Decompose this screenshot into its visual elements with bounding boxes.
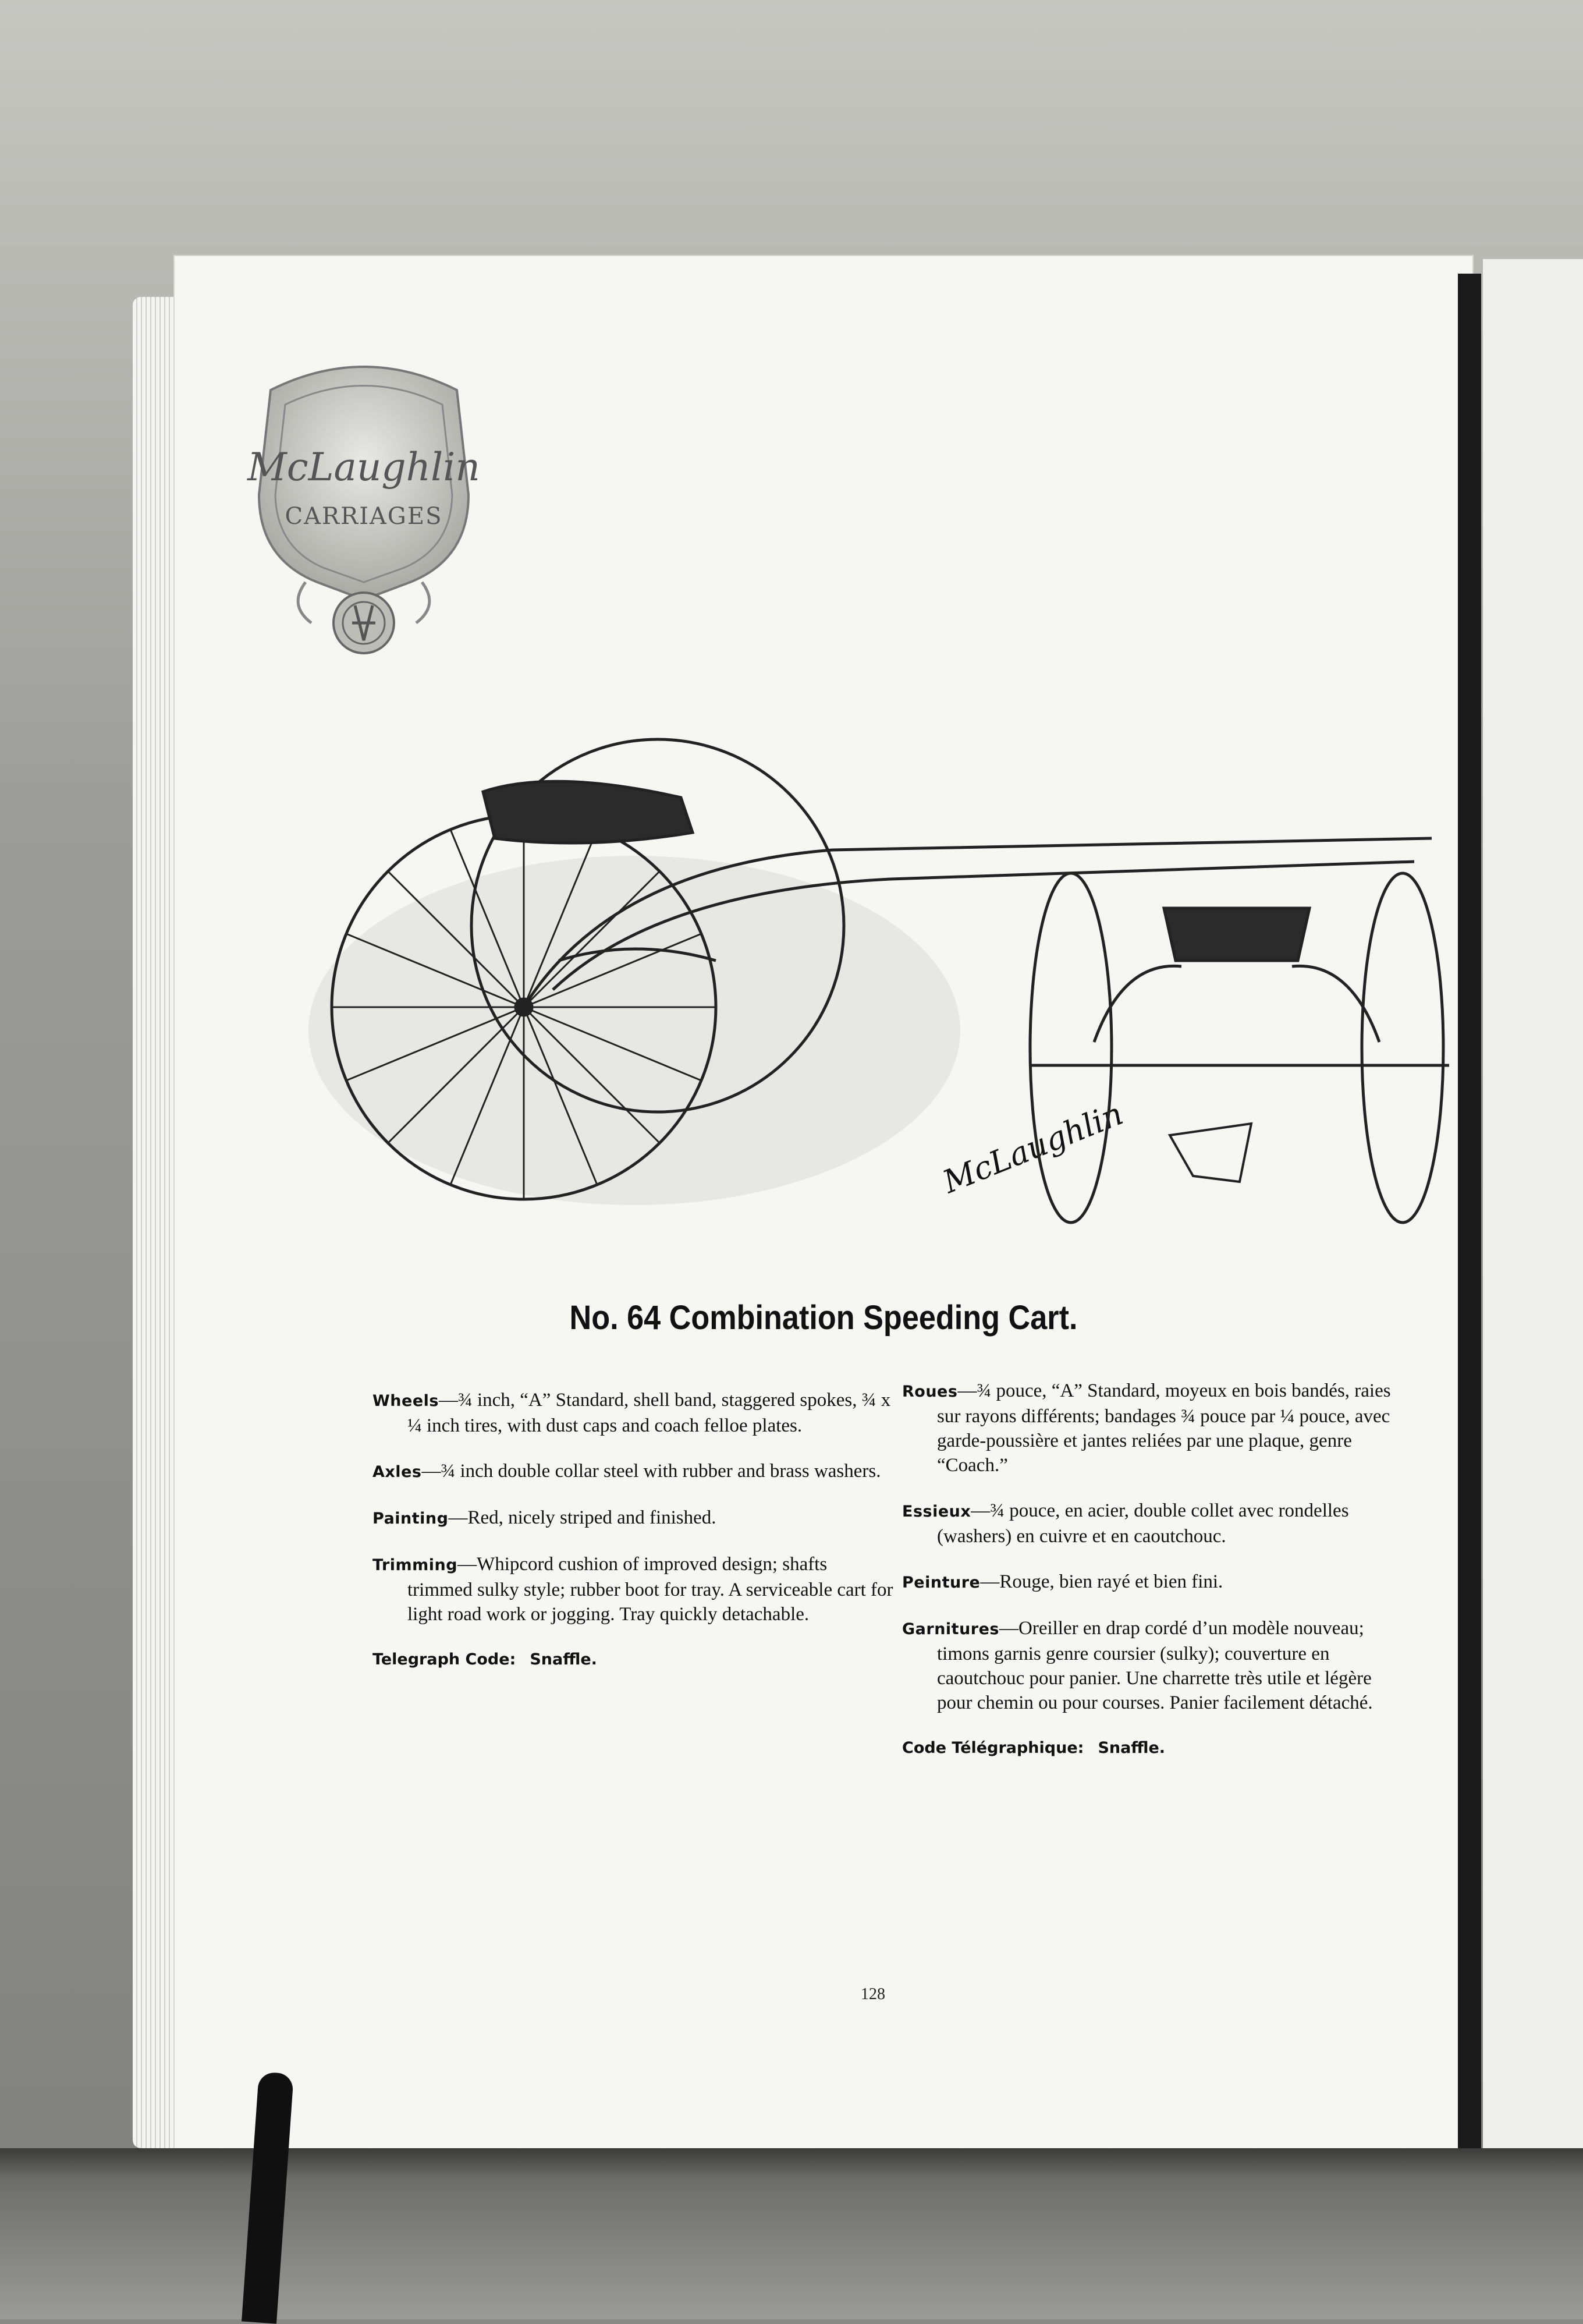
spec-label: Painting [372, 1510, 449, 1528]
spec-painting [372, 1505, 896, 1531]
spec-trimming [372, 1552, 896, 1627]
spec-peinture [902, 1570, 1403, 1595]
code-telegraphique-value: Snaffle. [1098, 1739, 1166, 1757]
spec-label: Wheels [372, 1392, 439, 1410]
logo-subtitle: CARRIAGES [285, 503, 443, 530]
french-specifications [902, 1379, 1403, 1760]
cart-front-view [1030, 873, 1449, 1223]
spec-text: —Rouge, bien rayé et bien fini. [980, 1571, 1223, 1592]
page-number: 128 [861, 1985, 885, 2003]
logo-wordmark: McLaughlin [247, 445, 480, 490]
telegraph-code-value: Snaffle. [530, 1650, 597, 1668]
spec-label: Peinture [902, 1574, 981, 1592]
telegraph-code [372, 1648, 896, 1672]
telegraph-code-label: Telegraph Code: [372, 1650, 516, 1668]
spec-label: Axles [372, 1463, 422, 1481]
spec-label: Roues [902, 1383, 958, 1401]
spec-text: —¾ inch, “A” Standard, shell band, staggered spokes, ¾ x ¼ inch tires, with dust caps and coach felloe plates. [407, 1390, 891, 1436]
english-specifications [372, 1388, 896, 1672]
product-title: No. 64 Combination Speeding Cart. [569, 1299, 1078, 1337]
spec-text: —Oreiller en drap cordé d’un modèle nouveau; timons garnis genre coursier (sulky); couverture en caoutchouc pour panier. Une charrette très utile et légère pour chemin ou pour courses. Panier facilement détaché. [937, 1618, 1373, 1713]
spec-label: Essieux [902, 1503, 971, 1521]
spec-text: —¾ inch double collar steel with rubber and brass washers. [421, 1461, 881, 1482]
spec-label: Trimming [372, 1556, 458, 1574]
spec-text: —Whipcord cushion of improved design; shafts trimmed sulky style; rubber boot for tray. A serviceable cart for light road work or jogging. Tray quickly detachable. [407, 1554, 893, 1625]
mclaughlin-carriages-logo [236, 349, 492, 675]
speeding-cart-illustration [308, 716, 1449, 1275]
spec-wheels [372, 1388, 896, 1438]
spec-text: —¾ pouce, en acier, double collet avec rondelles (washers) en cuivre et en caoutchouc. [937, 1500, 1349, 1547]
book-gutter [1458, 274, 1481, 2148]
spec-garnitures [902, 1616, 1403, 1715]
spec-roues [902, 1379, 1403, 1478]
code-telegraphique-label: Code Télégraphique: [902, 1739, 1084, 1757]
spec-label: Garnitures [902, 1620, 999, 1638]
facing-page-edge [1483, 259, 1583, 2151]
mclaughlin-signature: McLaughlin [938, 1095, 1128, 1201]
code-telegraphique [902, 1736, 1403, 1760]
table-shadow [0, 2148, 1583, 2319]
spec-text: —Red, nicely striped and finished. [448, 1507, 716, 1528]
spec-essieux [902, 1498, 1403, 1549]
spec-text: —¾ pouce, “A” Standard, moyeux en bois bandés, raies sur rayons différents; bandages ¾ pouce par ¼ pouce, avec garde-poussière et jantes reliées par une plaque, genre “Coach.” [937, 1380, 1391, 1476]
spec-axles [372, 1459, 896, 1485]
